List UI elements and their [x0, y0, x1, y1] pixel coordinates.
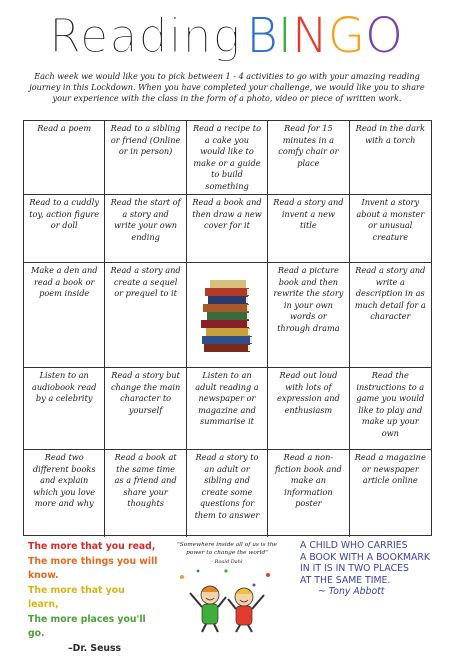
bingo-cell: Read two different books and explain which you love more and why: [24, 450, 105, 537]
seuss-quote: [28, 540, 158, 656]
bingo-cell: Read a book at the same time as a friend and share your thoughts: [105, 450, 186, 537]
bingo-cell: Read a story and write a description in as much detail for a character: [350, 263, 431, 368]
seuss-author: –Dr. Seuss: [28, 642, 158, 656]
bingo-cell: Read for 15 minutes in a comfy chair or place: [268, 121, 349, 195]
book-stack-icon: [196, 274, 258, 356]
bingo-letter: O: [365, 8, 403, 64]
bingo-cell: Read a story and create a sequel or prequel to it: [105, 263, 186, 368]
dahl-author: - Roald Dahl: [168, 559, 286, 565]
bingo-grid: [23, 120, 432, 536]
bingo-letter: G: [328, 8, 365, 64]
bingo-cell: Read a magazine or newspaper article online: [350, 450, 431, 537]
bingo-cell: Read the instructions to a game you would like to play and make up your own: [350, 368, 431, 450]
abbott-quote: [300, 540, 440, 598]
seuss-line: The more that you learn,: [28, 584, 158, 613]
title-word: Reading: [49, 9, 241, 63]
bingo-cell: Read a story but change the main character to yourself: [105, 368, 186, 450]
children-illustration: [168, 567, 286, 633]
bingo-letter: B: [246, 8, 277, 64]
bingo-cell: Read the start of a story and write your own ending: [105, 195, 186, 263]
bingo-cell-image: [187, 263, 268, 368]
bingo-cell: Read a non-fiction book and make an information poster: [268, 450, 349, 537]
intro-paragraph: Each week we would like you to pick between 1 - 4 activities to go with your amazing reading journey in this Lockdown. When you have completed your challenge, we would like you to share your experience with the class in the form of a photo, video or piece of written work.: [22, 71, 432, 105]
bingo-cell: Listen to an adult reading a newspaper or magazine and summarise it: [187, 368, 268, 450]
bingo-word: [246, 8, 402, 64]
page-title: [0, 8, 452, 70]
abbott-line: A CHILD WHO CARRIES: [300, 540, 440, 552]
seuss-line: The more things you will know.: [28, 555, 158, 584]
bingo-letter: I: [278, 8, 292, 64]
bingo-cell: Read a story and invent a new title: [268, 195, 349, 263]
bingo-cell: Read to a cuddly toy, action figure or doll: [24, 195, 105, 263]
bingo-cell: Invent a story about a monster or unusual creature: [350, 195, 431, 263]
bingo-cell: Read a book and then draw a new cover for it: [187, 195, 268, 263]
bingo-cell: Read out loud with lots of expression and enthusiasm: [268, 368, 349, 450]
abbott-author: ~ Tony Abbott: [300, 586, 440, 598]
seuss-line: The more that you read,: [28, 540, 158, 555]
dahl-quote: "Somewhere inside all of us is the power to change the world": [168, 542, 286, 558]
seuss-line: The more places you'll go.: [28, 613, 158, 642]
bingo-cell: Read in the dark with a torch: [350, 121, 431, 195]
bingo-cell: Read a picture book and then rewrite the story in your own words or through drama: [268, 263, 349, 368]
abbott-line: A BOOK WITH A BOOKMARK: [300, 552, 440, 564]
bingo-cell: Read a recipe to a cake you would like to make or a guide to build something: [187, 121, 268, 195]
bingo-cell: Read a story to an adult or sibling and create some questions for them to answer: [187, 450, 268, 537]
bingo-cell: Make a den and read a book or poem inside: [24, 263, 105, 368]
bingo-cell: Read a poem: [24, 121, 105, 195]
bingo-cell: Read to a sibling or friend (Online or in person): [105, 121, 186, 195]
dahl-quote-block: [168, 542, 286, 640]
abbott-line: AT THE SAME TIME.: [300, 575, 440, 587]
bingo-cell: Listen to an audiobook read by a celebrity: [24, 368, 105, 450]
bingo-letter: N: [292, 8, 328, 64]
abbott-line: IN IT IS IN TWO PLACES: [300, 563, 440, 575]
